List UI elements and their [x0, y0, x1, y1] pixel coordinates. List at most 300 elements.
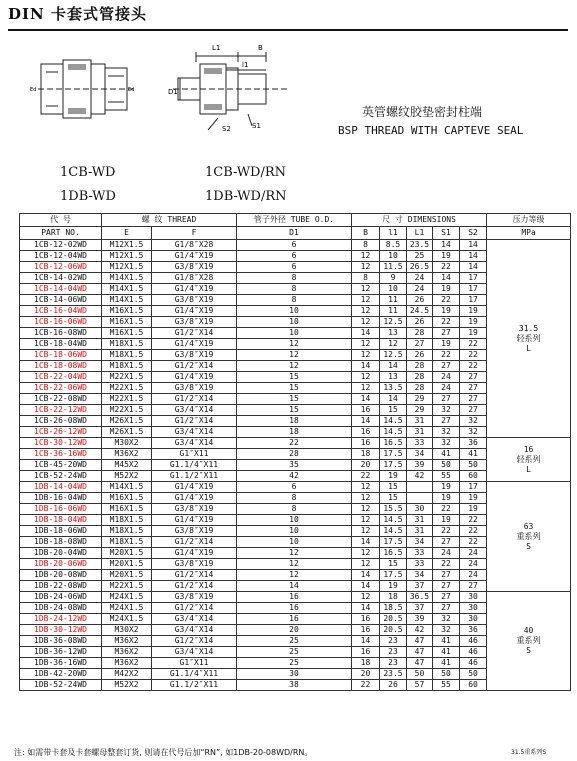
part-no-cell: 1DB-20-04WD: [20, 548, 102, 559]
table-cell: 15: [380, 559, 407, 570]
table-cell: 41: [433, 636, 460, 647]
table-cell: 17: [460, 284, 487, 295]
model-label: 1DB-WD/RN: [205, 189, 287, 204]
table-cell: 24: [433, 383, 460, 394]
table-cell: 12: [352, 284, 380, 295]
table-cell: 31: [407, 427, 433, 438]
table-cell: 22: [433, 559, 460, 570]
part-no-cell: 1DB-14-04WD: [20, 482, 102, 493]
table-cell: 16: [352, 427, 380, 438]
table-cell: 14.5: [380, 526, 407, 537]
description-en: BSP THREAD WITH CAPTEVE SEAL: [338, 124, 524, 137]
table-cell: 26: [380, 680, 407, 691]
table-cell: 14: [433, 273, 460, 284]
table-cell: 31: [407, 515, 433, 526]
part-no-cell: 1DB-36-16WD: [20, 658, 102, 669]
table-cell: 12: [352, 493, 380, 504]
table-cell: 6: [237, 240, 352, 251]
part-no-cell: 1DB-36-08WD: [20, 636, 102, 647]
table-cell: G1/4″X19: [152, 339, 237, 350]
part-no-cell: 1CB-12-04WD: [20, 251, 102, 262]
table-cell: 32: [433, 438, 460, 449]
dim-l1: l1: [242, 61, 249, 69]
table-cell: 12: [380, 339, 407, 350]
part-no-cell: 1CB-14-06WD: [20, 295, 102, 306]
table-cell: 25: [237, 636, 352, 647]
table-cell: 14.5: [380, 515, 407, 526]
part-no-cell: 1DB-52-24WD: [20, 680, 102, 691]
table-cell: 12: [237, 361, 352, 372]
table-cell: G3/8″X19: [152, 526, 237, 537]
table-cell: 33: [407, 548, 433, 559]
table-cell: 22: [433, 317, 460, 328]
table-cell: M30X2: [102, 438, 152, 449]
table-cell: 19: [380, 471, 407, 482]
col-pressure-cn: 压力等级: [487, 214, 571, 227]
table-cell: 22: [237, 438, 352, 449]
table-cell: 16.5: [380, 548, 407, 559]
table-cell: M16X1.5: [102, 504, 152, 515]
part-no-cell: 1DB-16-04WD: [20, 493, 102, 504]
table-cell: G1.1/4″X11: [152, 460, 237, 471]
table-cell: 15: [237, 394, 352, 405]
table-cell: 12: [352, 548, 380, 559]
table-cell: 12.5: [380, 350, 407, 361]
table-cell: 18: [352, 449, 380, 460]
table-cell: 19: [433, 482, 460, 493]
table-cell: 14.5: [380, 416, 407, 427]
table-cell: G1/4″X19: [152, 493, 237, 504]
table-cell: 14: [460, 251, 487, 262]
table-cell: 12: [352, 251, 380, 262]
table-cell: M16X1.5: [102, 317, 152, 328]
table-cell: 27: [460, 394, 487, 405]
part-no-cell: 1CB-18-04WD: [20, 339, 102, 350]
table-cell: 8: [237, 493, 352, 504]
table-cell: G3/8″X19: [152, 317, 237, 328]
table-cell: 15: [380, 405, 407, 416]
table-cell: M12X1.5: [102, 262, 152, 273]
table-cell: 22: [460, 339, 487, 350]
table-cell: M22X1.5: [102, 581, 152, 592]
table-cell: 20: [352, 669, 380, 680]
title-rule: [8, 29, 568, 31]
table-cell: 20.5: [380, 614, 407, 625]
part-no-cell: 1DB-16-06WD: [20, 504, 102, 515]
table-cell: 16: [352, 625, 380, 636]
table-cell: M18X1.5: [102, 537, 152, 548]
dim-S2: S2: [222, 125, 231, 133]
table-cell: 18: [237, 427, 352, 438]
table-cell: 30: [460, 603, 487, 614]
table-cell: 33: [407, 559, 433, 570]
table-cell: 17: [460, 273, 487, 284]
table-cell: 22: [352, 680, 380, 691]
col-thread-cn: 螺 纹 THREAD: [102, 214, 237, 227]
table-cell: G1/4″X19: [152, 548, 237, 559]
table-cell: 37: [407, 581, 433, 592]
table-cell: 42: [407, 471, 433, 482]
table-cell: 19: [433, 306, 460, 317]
table-cell: [407, 482, 433, 493]
table-cell: 22: [460, 515, 487, 526]
table-cell: M52X2: [102, 471, 152, 482]
table-cell: G3/8″X19: [152, 504, 237, 515]
table-cell: 50: [407, 669, 433, 680]
table-cell: 19: [433, 493, 460, 504]
table-cell: 50: [433, 460, 460, 471]
table-cell: 19: [460, 317, 487, 328]
table-cell: 15: [380, 482, 407, 493]
table-cell: 23.5: [380, 669, 407, 680]
table-cell: 22: [460, 537, 487, 548]
table-cell: 39: [407, 614, 433, 625]
table-cell: 22: [433, 295, 460, 306]
table-cell: 16: [352, 438, 380, 449]
table-cell: M36X2: [102, 636, 152, 647]
table-cell: M22X1.5: [102, 383, 152, 394]
table-cell: 12: [352, 592, 380, 603]
table-cell: 50: [460, 460, 487, 471]
table-cell: 19: [460, 493, 487, 504]
table-cell: M22X1.5: [102, 372, 152, 383]
col-part-no: PART NO.: [20, 227, 102, 240]
table-cell: G1.1/4″X11: [152, 669, 237, 680]
part-no-cell: 1CB-52-24WD: [20, 471, 102, 482]
table-cell: 12.5: [380, 317, 407, 328]
table-cell: 20.5: [380, 625, 407, 636]
table-cell: 55: [433, 471, 460, 482]
part-no-cell: 1DB-42-20WD: [20, 669, 102, 680]
table-cell: 18: [380, 592, 407, 603]
table-cell: 12: [352, 515, 380, 526]
table-cell: 24: [460, 559, 487, 570]
table-cell: 10: [237, 317, 352, 328]
part-no-cell: 1CB-18-08WD: [20, 361, 102, 372]
table-cell: 46: [460, 658, 487, 669]
table-cell: 12: [352, 559, 380, 570]
table-cell: M14X1.5: [102, 273, 152, 284]
table-cell: M20X1.5: [102, 548, 152, 559]
table-cell: 14: [433, 240, 460, 251]
model-label: 1CB-WD/RN: [205, 165, 287, 180]
table-cell: G1″X11: [152, 658, 237, 669]
table-cell: M30X2: [102, 625, 152, 636]
table-cell: 24: [407, 284, 433, 295]
part-no-cell: 1DB-18-08WD: [20, 537, 102, 548]
table-cell: G1″X11: [152, 449, 237, 460]
table-cell: 27: [407, 339, 433, 350]
table-cell: 29: [407, 394, 433, 405]
table-cell: G1/4″X19: [152, 372, 237, 383]
part-no-cell: 1DB-36-12WD: [20, 647, 102, 658]
table-cell: 12: [352, 372, 380, 383]
table-cell: 28: [407, 328, 433, 339]
table-cell: 23: [380, 636, 407, 647]
table-cell: 13: [380, 372, 407, 383]
part-no-cell: 1DB-24-08WD: [20, 603, 102, 614]
pressure-class-cell: 16 轻系列 L: [487, 438, 571, 482]
table-cell: 14: [352, 394, 380, 405]
table-cell: 14.5: [380, 427, 407, 438]
col-B: B: [352, 227, 380, 240]
table-cell: 22: [433, 262, 460, 273]
table-cell: G1/4″X19: [152, 284, 237, 295]
table-cell: 14: [352, 570, 380, 581]
page-title: DIN 卡套式管接头: [8, 5, 147, 23]
table-cell: 27: [460, 405, 487, 416]
table-cell: 35: [237, 460, 352, 471]
table-cell: M18X1.5: [102, 526, 152, 537]
part-no-cell: 1DB-18-06WD: [20, 526, 102, 537]
table-row: [20, 592, 571, 603]
table-cell: 19: [433, 284, 460, 295]
table-cell: 28: [237, 449, 352, 460]
table-cell: 25: [237, 647, 352, 658]
table-cell: M20X1.5: [102, 559, 152, 570]
table-cell: 17.5: [380, 449, 407, 460]
table-cell: M22X1.5: [102, 394, 152, 405]
table-cell: G1/2″X14: [152, 537, 237, 548]
table-cell: M26X1.5: [102, 416, 152, 427]
table-cell: M16X1.5: [102, 306, 152, 317]
table-cell: G1/2″X14: [152, 603, 237, 614]
part-no-cell: 1CB-22-12WD: [20, 405, 102, 416]
col-S2: S2: [460, 227, 487, 240]
table-cell: 24: [433, 372, 460, 383]
col-code-cn: 代 号: [20, 214, 102, 227]
table-cell: 13: [380, 328, 407, 339]
part-no-cell: 1CB-22-04WD: [20, 372, 102, 383]
table-cell: 36: [460, 438, 487, 449]
table-cell: 24: [460, 548, 487, 559]
table-cell: 22: [460, 526, 487, 537]
table-cell: 30: [460, 592, 487, 603]
dim-B: B: [258, 44, 263, 52]
svg-text:Ed: Ed: [30, 87, 37, 93]
table-cell: M20X1.5: [102, 570, 152, 581]
table-cell: 42: [237, 471, 352, 482]
table-cell: 12: [237, 350, 352, 361]
table-cell: 46: [460, 647, 487, 658]
table-cell: M14X1.5: [102, 295, 152, 306]
table-cell: 12: [237, 559, 352, 570]
table-cell: 28: [407, 383, 433, 394]
table-cell: 27: [460, 383, 487, 394]
table-cell: M36X2: [102, 658, 152, 669]
table-cell: 16: [237, 614, 352, 625]
table-cell: G3/8″X19: [152, 295, 237, 306]
table-cell: 30: [237, 669, 352, 680]
header-row-1: [20, 214, 571, 227]
table-cell: 12: [237, 339, 352, 350]
part-no-cell: 1CB-36-16WD: [20, 449, 102, 460]
pressure-class-cell: 31.5 轻系列 L: [487, 240, 571, 438]
col-L1: L1: [407, 227, 433, 240]
table-cell: 32: [433, 614, 460, 625]
table-cell: 12: [352, 350, 380, 361]
part-no-cell: 1CB-12-06WD: [20, 262, 102, 273]
table-cell: 27: [433, 603, 460, 614]
table-cell: 41: [433, 449, 460, 460]
table-cell: 19: [380, 581, 407, 592]
table-cell: 32: [460, 416, 487, 427]
table-cell: 10: [237, 306, 352, 317]
part-no-cell: 1DB-24-12WD: [20, 614, 102, 625]
part-no-cell: 1CB-22-08WD: [20, 394, 102, 405]
table-cell: 12: [352, 482, 380, 493]
col-mpa: MPa: [487, 227, 571, 240]
table-cell: G1.1/2″X11: [152, 471, 237, 482]
table-cell: 27: [433, 394, 460, 405]
table-row: [20, 482, 571, 493]
table-cell: M14X1.5: [102, 284, 152, 295]
table-cell: 18.5: [380, 603, 407, 614]
part-no-cell: 1DB-22-08WD: [20, 581, 102, 592]
table-cell: M18X1.5: [102, 515, 152, 526]
table-cell: G3/4″X14: [152, 427, 237, 438]
table-cell: 55: [433, 680, 460, 691]
part-no-cell: 1DB-24-06WD: [20, 592, 102, 603]
table-cell: 10: [237, 328, 352, 339]
table-cell: 15: [237, 383, 352, 394]
table-cell: 34: [407, 570, 433, 581]
header-row-2: [20, 227, 571, 240]
table-cell: M16X1.5: [102, 328, 152, 339]
table-cell: 22: [433, 526, 460, 537]
table-cell: 26.5: [407, 262, 433, 273]
table-cell: 32: [433, 427, 460, 438]
table-cell: 26: [407, 350, 433, 361]
table-cell: 23: [380, 647, 407, 658]
model-label: 1CB-WD: [60, 165, 116, 180]
part-no-cell: 1CB-26-12WD: [20, 427, 102, 438]
table-cell: 39: [407, 460, 433, 471]
table-cell: M45X2: [102, 460, 152, 471]
table-cell: 23.5: [407, 240, 433, 251]
table-cell: 12: [352, 504, 380, 515]
table-cell: 22: [460, 350, 487, 361]
table-cell: M12X1.5: [102, 251, 152, 262]
table-cell: 25: [407, 251, 433, 262]
table-cell: 16: [237, 603, 352, 614]
table-cell: 14: [352, 636, 380, 647]
table-cell: 17: [460, 482, 487, 493]
table-cell: 46: [460, 636, 487, 647]
table-cell: 27: [433, 570, 460, 581]
table-cell: 24.5: [407, 306, 433, 317]
part-no-cell: 1DB-20-08WD: [20, 570, 102, 581]
table-cell: 50: [460, 669, 487, 680]
spec-table: [19, 213, 571, 691]
table-cell: 12: [352, 317, 380, 328]
table-cell: M18X1.5: [102, 361, 152, 372]
table-cell: 47: [407, 658, 433, 669]
part-no-cell: 1CB-14-04WD: [20, 284, 102, 295]
table-cell: 50: [433, 669, 460, 680]
table-cell: 10: [237, 515, 352, 526]
table-cell: 8.5: [380, 240, 407, 251]
table-cell: 14: [352, 416, 380, 427]
table-cell: G1/4″X19: [152, 482, 237, 493]
table-cell: 27: [460, 581, 487, 592]
table-cell: [407, 493, 433, 504]
table-cell: M14X1.5: [102, 482, 152, 493]
col-dim-cn: 尺 寸 DIMENSIONS: [352, 214, 487, 227]
part-no-cell: 1DB-30-12WD: [20, 625, 102, 636]
table-cell: M24X1.5: [102, 603, 152, 614]
table-cell: 23: [380, 658, 407, 669]
table-cell: 38: [237, 680, 352, 691]
table-cell: 41: [433, 647, 460, 658]
table-cell: 17: [460, 295, 487, 306]
col-F: F: [152, 227, 237, 240]
table-cell: G1/2″X14: [152, 328, 237, 339]
table-cell: G1/2″X14: [152, 361, 237, 372]
table-cell: 36.5: [407, 592, 433, 603]
table-cell: G3/8″X19: [152, 559, 237, 570]
table-cell: 12: [237, 548, 352, 559]
table-cell: 47: [407, 647, 433, 658]
table-cell: 12: [352, 526, 380, 537]
table-cell: 24: [407, 273, 433, 284]
part-no-cell: 1CB-16-08WD: [20, 328, 102, 339]
pressure-class-cell: 40 重系列 S: [487, 592, 571, 691]
table-cell: 41: [460, 449, 487, 460]
table-cell: 12: [352, 262, 380, 273]
table-cell: 24: [460, 570, 487, 581]
table-cell: 16: [352, 405, 380, 416]
table-cell: G1.1/2″X11: [152, 680, 237, 691]
table-cell: 14: [380, 394, 407, 405]
table-cell: G1/2″X14: [152, 394, 237, 405]
table-cell: 22: [433, 504, 460, 515]
table-cell: 14: [352, 581, 380, 592]
table-cell: 37: [407, 603, 433, 614]
table-cell: 27: [433, 581, 460, 592]
table-cell: 8: [237, 284, 352, 295]
table-cell: G1/2″X14: [152, 570, 237, 581]
pressure-class-cell: 63 重系列 S: [487, 482, 571, 592]
table-cell: 32: [433, 625, 460, 636]
table-cell: 24: [433, 548, 460, 559]
svg-text:Ed: Ed: [128, 87, 135, 93]
table-cell: 10: [237, 537, 352, 548]
table-cell: G1/2″X14: [152, 636, 237, 647]
table-cell: G1/4″X19: [152, 306, 237, 317]
description-cn: 英管螺纹胶垫密封柱端: [362, 105, 483, 119]
table-cell: 14: [460, 240, 487, 251]
dim-L1: L1: [212, 44, 221, 52]
table-cell: 22: [433, 350, 460, 361]
table-cell: 30: [407, 504, 433, 515]
part-no-cell: 1CB-26-08WD: [20, 416, 102, 427]
table-cell: 15: [380, 493, 407, 504]
table-cell: 25: [237, 658, 352, 669]
table-cell: G1/2″X14: [152, 581, 237, 592]
table-cell: 22: [460, 361, 487, 372]
table-cell: 14: [380, 361, 407, 372]
table-cell: 6: [237, 262, 352, 273]
footer-label: 31.5重系列S: [511, 749, 547, 756]
table-cell: 26: [407, 317, 433, 328]
table-cell: G3/4″X14: [152, 438, 237, 449]
col-S1: S1: [433, 227, 460, 240]
table-cell: 15.5: [380, 504, 407, 515]
table-cell: 19: [433, 515, 460, 526]
table-cell: 8: [237, 295, 352, 306]
table-cell: 27: [433, 361, 460, 372]
